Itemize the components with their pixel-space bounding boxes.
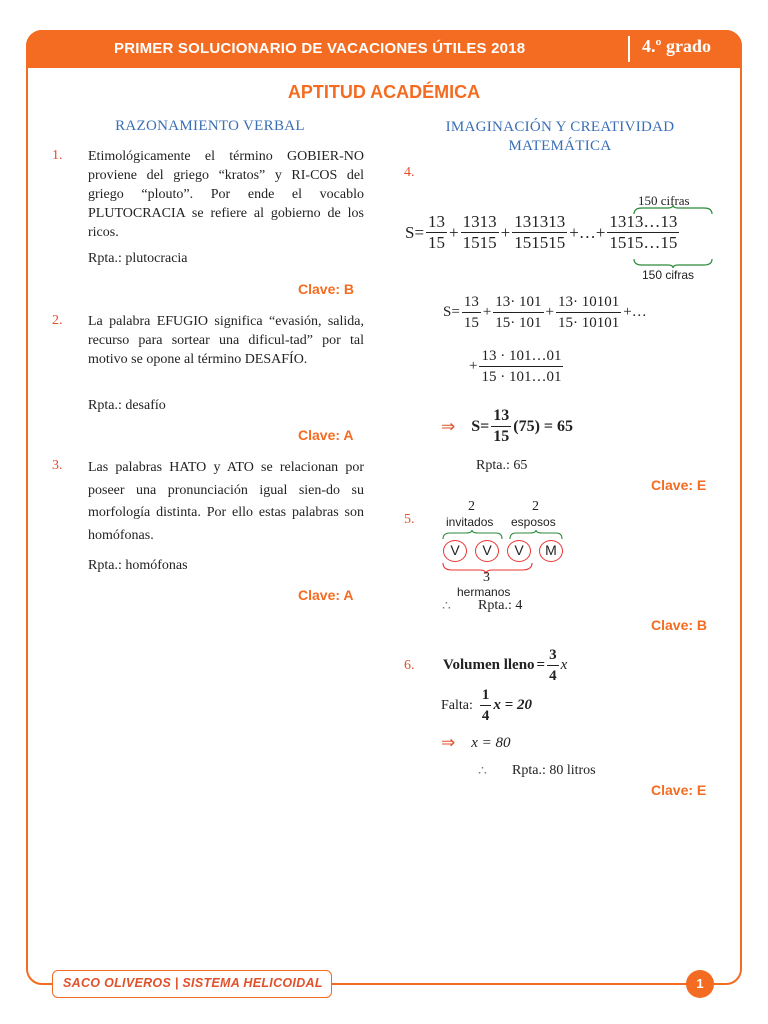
question-1-text: Etimológicamente el término GOBIER-NO proviene del griego “kratos” y RI-COS del griego “plouto”. Por ende el vocablo PLUTOCRACIA se refiere al gobierno de los ricos. <box>88 149 364 240</box>
q4-g-fraction-1 <box>462 292 481 333</box>
question-5-answer: Rpta.: 4 <box>478 598 523 613</box>
q4-g4-num: 13 · 101…01 <box>481 348 562 364</box>
q5-label-esposos: esposos <box>511 515 556 529</box>
left-column-heading: RAZONAMIENTO VERBAL <box>115 118 305 134</box>
q4-cifras-bottom: 150 cifras <box>642 268 695 282</box>
q5-label-invitados: invitados <box>446 515 494 529</box>
q5-bottom-num: 3 <box>483 570 490 585</box>
q4-series-line1: S= $\frac{13}{15}$ + $\frac{1313}{1515}$ + $\frac{131313}{151515}$ +…+ $\frac{1313\dots 13}{1515\dots 15}$ <box>405 212 678 252</box>
q4-s2-label: S= <box>443 304 460 320</box>
question-6-number: 6. <box>404 658 415 673</box>
q5-circle-2: V <box>475 540 499 562</box>
q6-implies-line <box>440 733 512 753</box>
q6-therefore: ∴ <box>478 764 487 779</box>
q5-circle-1: V <box>443 540 467 562</box>
q6-falta-line <box>440 685 533 726</box>
question-4-number: 4. <box>404 165 415 180</box>
q4-ellipsis: +…+ <box>569 222 606 242</box>
question-1-number: 1. <box>52 148 63 163</box>
q5-top-num-1: 2 <box>468 499 475 514</box>
q5-bottom-brace <box>440 562 540 574</box>
q4-result-fraction <box>491 406 511 447</box>
q4-fraction-3 <box>512 212 567 253</box>
q5-circle-3: V <box>507 540 531 562</box>
q4-fraction-1 <box>426 212 447 253</box>
q4-f3-den: 151515 <box>514 233 566 252</box>
q5-top-braces <box>440 530 570 540</box>
footer-brand <box>52 970 332 998</box>
q4-r-num: 13 <box>493 407 510 424</box>
q6-falta-label: Falta: <box>441 697 473 713</box>
q4-g1-den: 15 <box>462 312 481 333</box>
question-2-answer: Rpta.: desafío <box>88 398 166 413</box>
question-6-answer: Rpta.: 80 litros <box>512 763 596 778</box>
q4-series-line3: + $\frac{13 \cdot 101\dots 01}{15 \cdot 101\dots 01}$ <box>469 348 562 385</box>
question-3-clave: Clave: A <box>298 587 354 603</box>
question-6-clave: Clave: E <box>651 782 707 798</box>
q5-circle-4: M <box>539 540 563 562</box>
q4-result <box>440 406 574 447</box>
q6-v-den: 4 <box>547 665 559 686</box>
q4-g4-den: 15 · 101…01 <box>479 366 563 387</box>
question-4-answer: Rpta.: 65 <box>476 458 528 473</box>
q4-f2-num: 1313 <box>462 212 497 231</box>
question-4-clave: Clave: E <box>651 477 707 493</box>
footer-brand-text: SACO OLIVEROS | SISTEMA HELICOIDAL <box>63 976 323 990</box>
q4-f1-num: 13 <box>428 212 446 231</box>
question-2-text: La palabra EFUGIO significa “evasión, salida, recurso para sortear una dificul-tad” por tal motivo se opone al término DESAFÍO. <box>88 314 364 367</box>
header-separator <box>628 36 630 62</box>
q5-therefore: ∴ <box>442 599 451 614</box>
right-column-heading: IMAGINACIÓN Y CREATIVIDAD MATEMÁTICA <box>445 119 675 154</box>
question-1-clave: Clave: B <box>298 281 355 297</box>
q4-cifras-top: 150 cifras <box>638 193 690 208</box>
q6-volume-line: Volumen lleno = $\frac{3}{4}$ x <box>443 647 568 684</box>
q4-f3-num: 131313 <box>514 212 566 231</box>
q4-f1-den: 15 <box>428 233 446 252</box>
q6-falta-fraction <box>480 685 492 726</box>
q6-f-den: 4 <box>480 705 492 726</box>
q6-variable: x <box>560 657 568 673</box>
q6-f-num: 1 <box>481 687 490 703</box>
header-grade: 4.º grado <box>642 36 711 56</box>
page-number: 1 <box>686 970 714 998</box>
question-3-answer: Rpta.: homófonas <box>88 558 188 573</box>
q4-arrow-icon: ⇒ <box>441 416 456 436</box>
q4-fn-num: 1313…13 <box>609 212 678 231</box>
q4-f2-den: 1515 <box>462 233 497 252</box>
q4-series-line2: S= $\frac{13}{15}$ + $\frac{13\cdot 101}{15\cdot 101}$ + $\frac{13\cdot 10101}{15\cdot 10101}$ +… <box>443 294 647 331</box>
q4-g-fraction-3 <box>556 292 621 333</box>
question-2-clave: Clave: A <box>298 427 354 443</box>
q4-g3-den: 15· 10101 <box>556 312 621 333</box>
q6-v-num: 3 <box>549 647 557 663</box>
question-5-number: 5. <box>404 512 415 527</box>
q4-tail: +… <box>623 304 647 320</box>
q4-g2-den: 15· 101 <box>493 312 543 333</box>
q4-fraction-2 <box>461 212 499 253</box>
q4-g-fraction-2 <box>493 292 543 333</box>
question-5-clave: Clave: B <box>651 617 708 633</box>
section-title: APTITUD ACADÉMICA <box>287 82 481 102</box>
q4-r-den: 15 <box>493 428 510 445</box>
q4-bottom-brace <box>632 258 714 268</box>
q6-volume-fraction <box>547 645 559 686</box>
q4-g-fraction-4 <box>479 346 563 387</box>
q4-result-rest: (75) = 65 <box>513 417 574 435</box>
q6-volume-label: Volumen lleno <box>443 657 535 673</box>
question-1-answer: Rpta.: plutocracia <box>88 251 188 266</box>
q4-g1-num: 13 <box>463 294 479 310</box>
question-3-text: Las palabras HATO y ATO se relacionan por poseer una pronunciación igual sien-do su morfología distinta. Por ello estas palabras son homófonas. <box>88 460 364 543</box>
q6-implies: x = 80 <box>471 734 511 751</box>
q4-s-label: S= <box>405 222 425 242</box>
header-title: PRIMER SOLUCIONARIO DE VACACIONES ÚTILES 2018 <box>114 40 526 57</box>
q6-arrow-icon: ⇒ <box>441 733 456 752</box>
q4-g2-num: 13· 101 <box>495 294 542 310</box>
question-2-number: 2. <box>52 313 63 328</box>
q4-fraction-n <box>607 212 679 253</box>
q5-top-num-2: 2 <box>532 499 539 514</box>
q4-fn-den: 1515…15 <box>609 233 678 252</box>
question-3-number: 3. <box>52 458 63 473</box>
q4-result-s: S= <box>471 417 490 435</box>
page-header <box>26 30 742 68</box>
q6-falta-rest: x = 20 <box>493 697 532 713</box>
q5-label-hermanos: hermanos <box>457 585 511 599</box>
q4-g3-num: 13· 10101 <box>558 294 620 310</box>
